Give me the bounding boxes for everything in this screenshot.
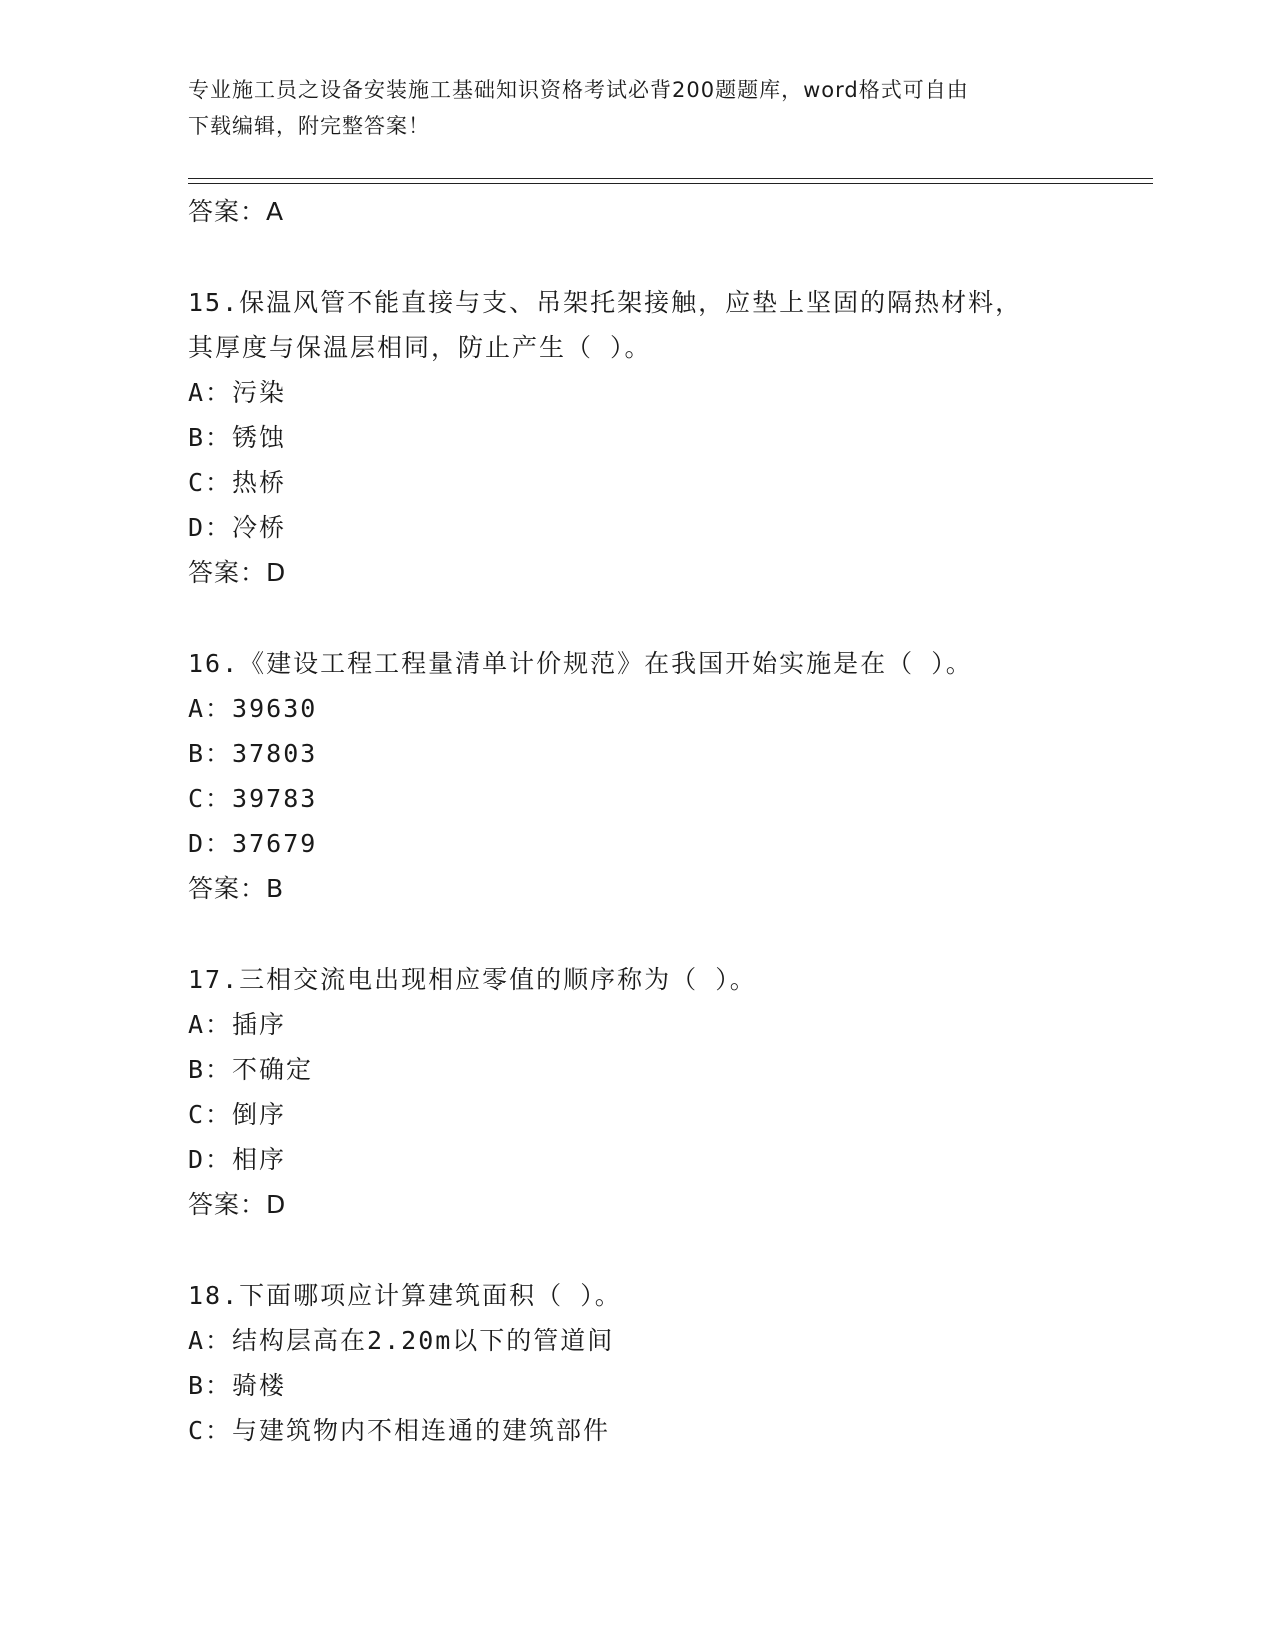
question-15-option-b: B：锈蚀	[188, 423, 287, 452]
question-17-option-a: A：插序	[188, 1010, 287, 1039]
question-17-option-b: B：不确定	[188, 1055, 314, 1084]
question-15-option-c: C：热桥	[188, 468, 287, 497]
question-18-option-b: B：骑楼	[188, 1371, 287, 1400]
question-15-option-d: D：冷桥	[188, 513, 287, 542]
header-divider-top	[188, 178, 1153, 179]
prev-answer: 答案：A	[188, 197, 285, 226]
question-15-stem-line-1: 15.保温风管不能直接与支、吊架托架接触，应垫上坚固的隔热材料，	[188, 288, 1023, 317]
question-16-option-d: D：37679	[188, 829, 318, 858]
question-16-option-b: B：37803	[188, 739, 318, 768]
question-18-option-a: A：结构层高在2.20m以下的管道间	[188, 1326, 615, 1355]
question-17-option-c: C：倒序	[188, 1100, 287, 1129]
question-17-answer: 答案：D	[188, 1190, 287, 1219]
question-18-stem: 18.下面哪项应计算建筑面积（ ）。	[188, 1281, 622, 1310]
question-15-option-a: A：污染	[188, 378, 287, 407]
question-16-answer: 答案：B	[188, 874, 285, 903]
question-16-stem: 16.《建设工程工程量清单计价规范》在我国开始实施是在（ ）。	[188, 649, 973, 678]
question-15-stem-line-2: 其厚度与保温层相同，防止产生（ ）。	[188, 333, 652, 362]
question-17-option-d: D：相序	[188, 1145, 287, 1174]
question-16-option-a: A：39630	[188, 694, 318, 723]
question-15-answer: 答案：D	[188, 558, 287, 587]
header-line-1: 专业施工员之设备安装施工基础知识资格考试必背200题题库，word格式可自由	[188, 78, 969, 102]
document-header	[188, 72, 1068, 144]
header-line-2: 下载编辑，附完整答案！	[188, 114, 430, 138]
header-divider-bottom	[188, 183, 1153, 184]
question-17-stem: 17.三相交流电出现相应零值的顺序称为（ ）。	[188, 965, 757, 994]
question-16-option-c: C：39783	[188, 784, 318, 813]
question-18-option-c: C：与建筑物内不相连通的建筑部件	[188, 1416, 611, 1445]
